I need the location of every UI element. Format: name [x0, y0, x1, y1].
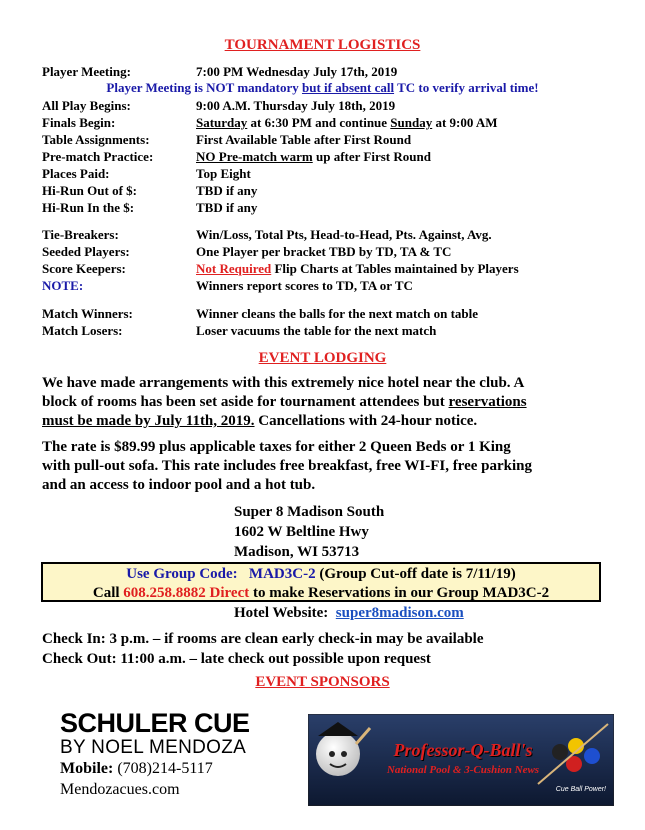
value [196, 148, 431, 165]
para1-line1: We have made arrangements with this extremely nice hotel near the club. A [42, 375, 525, 391]
value: Winners report scores to TD, TA or TC [196, 278, 413, 293]
not-required: Not Required [196, 261, 272, 276]
finals-mid: at 6:30 PM and continue [247, 115, 391, 130]
mobile-number: (708)214-5117 [117, 760, 213, 777]
call-line [43, 584, 599, 603]
group-code-label: Use Group Code: [126, 566, 238, 582]
label: Player Meeting: [42, 64, 131, 79]
mobile-line [60, 760, 213, 778]
website-label: Hotel Website: [234, 605, 329, 621]
label: All Play Begins: [42, 98, 131, 113]
value: TBD if any [196, 200, 258, 215]
value: First Available Table after First Round [196, 132, 412, 147]
value: Winner cleans the balls for the next match on table [196, 306, 479, 321]
label: Pre-match Practice: [42, 149, 154, 164]
hotel-phone[interactable]: 608.258.8882 Direct [123, 585, 250, 601]
label: Score Keepers: [42, 261, 126, 276]
professor-q-ball-banner [308, 714, 614, 806]
note-part-a: Player Meeting is NOT mandatory [106, 80, 302, 95]
practice-rest: up after First Round [312, 149, 431, 164]
note-part-c: TC to verify arrival time! [394, 80, 539, 95]
value: Win/Loss, Total Pts, Head-to-Head, Pts. Against, Avg. [196, 227, 492, 242]
schuler-cue-logo [60, 708, 270, 760]
value: One Player per bracket TBD by TD, TA & TC [196, 244, 452, 259]
label: Match Winners: [42, 306, 133, 321]
meeting-note [0, 80, 645, 96]
group-code-box [41, 562, 601, 602]
logo-line1: SCHULER CUE [60, 708, 250, 738]
mobile-label: Mobile: [60, 760, 114, 777]
hotel-website-line [234, 605, 464, 622]
cutoff-date: (Group Cut-off date is 7/11/19) [319, 566, 516, 582]
value: 9:00 A.M. Thursday July 18th, 2019 [196, 98, 396, 113]
note-part-b: but if absent call [301, 80, 395, 95]
label: Places Paid: [42, 166, 110, 181]
label: Seeded Players: [42, 244, 130, 259]
lodging-title: EVENT LODGING [258, 350, 387, 366]
group-code-line [43, 565, 599, 584]
logo-line2: BY NOEL MENDOZA [60, 737, 247, 758]
call-a: Call [92, 585, 124, 601]
row-practice [42, 148, 612, 165]
check-out: Check Out: 11:00 a.m. – late check out possible upon request [42, 651, 431, 667]
para2-line3: and an access to indoor pool and a hot tub. [42, 477, 316, 493]
check-in: Check In: 3 p.m. – if rooms are clean early check-in may be available [42, 631, 484, 647]
score-rest: Flip Charts at Tables maintained by Players [271, 261, 519, 276]
value: Loser vacuums the table for the next match [196, 323, 437, 338]
row-table-assignments [42, 131, 612, 148]
hotel-city: Madison, WI 53713 [234, 544, 360, 560]
label: Match Losers: [42, 323, 123, 338]
row-match-losers [42, 322, 612, 339]
label: Tie-Breakers: [42, 227, 119, 242]
group-code: MAD3C-2 [248, 566, 316, 582]
para1-line2-a: block of rooms has been set aside for tournament attendees but [42, 394, 449, 410]
sponsors-title: EVENT SPONSORS [255, 674, 390, 690]
banner-subtitle: National Pool & 3-Cushion News [386, 764, 540, 776]
para1-line3 [42, 412, 612, 431]
lodging-paragraph-2 [42, 438, 612, 495]
hotel-name: Super 8 Madison South [234, 504, 385, 520]
para2-line2: with pull-out sofa. This rate includes free breakfast, free WI-FI, free parking [42, 458, 532, 474]
label: Table Assignments: [42, 132, 150, 147]
row-all-play [42, 97, 612, 114]
para2-line1: The rate is $89.99 plus applicable taxes for either 2 Queen Beds or 1 King [42, 439, 511, 455]
label: Finals Begin: [42, 115, 116, 130]
para1-line2 [42, 393, 612, 412]
row-finals [42, 114, 612, 131]
value: 7:00 PM Wednesday July 17th, 2019 [196, 64, 398, 79]
value [196, 260, 519, 277]
practice-underlined: NO Pre-match warm [196, 149, 313, 164]
row-hirun-in [42, 199, 612, 216]
finals-day2: Sunday [390, 115, 433, 130]
call-b: to make Reservations in our Group MAD3C-2 [249, 585, 550, 601]
para1-line2-b: reservations [448, 394, 527, 410]
label: Hi-Run Out of $: [42, 183, 137, 198]
para1-line3-b: Cancellations with 24-hour notice. [254, 413, 478, 429]
value [196, 114, 498, 131]
finals-end: at 9:00 AM [432, 115, 498, 130]
hotel-address [234, 502, 384, 562]
label: NOTE: [42, 278, 84, 293]
banner-title: Professor-Q-Ball's [393, 740, 533, 760]
value: TBD if any [196, 183, 258, 198]
row-hirun-out [42, 182, 612, 199]
row-player-meeting [42, 63, 612, 80]
hotel-website-link[interactable]: super8madison.com [335, 605, 464, 621]
row-places-paid [42, 165, 612, 182]
deadline: must be made by July 11th, 2019. [42, 413, 255, 429]
logistics-title: TOURNAMENT LOGISTICS [224, 37, 421, 53]
sponsor-site: Mendozacues.com [60, 781, 180, 798]
check-times [42, 630, 612, 669]
row-score-keepers [42, 260, 612, 277]
finals-day1: Saturday [196, 115, 248, 130]
row-match-winners [42, 305, 612, 322]
row-tiebreakers [42, 226, 612, 243]
row-note [42, 277, 612, 294]
lodging-paragraph-1 [42, 374, 612, 431]
value: Top Eight [196, 166, 251, 181]
row-seeded [42, 243, 612, 260]
hotel-street: 1602 W Beltline Hwy [234, 524, 369, 540]
banner-tagline: Cue Ball Power! [555, 786, 606, 793]
label: Hi-Run In the $: [42, 200, 135, 215]
